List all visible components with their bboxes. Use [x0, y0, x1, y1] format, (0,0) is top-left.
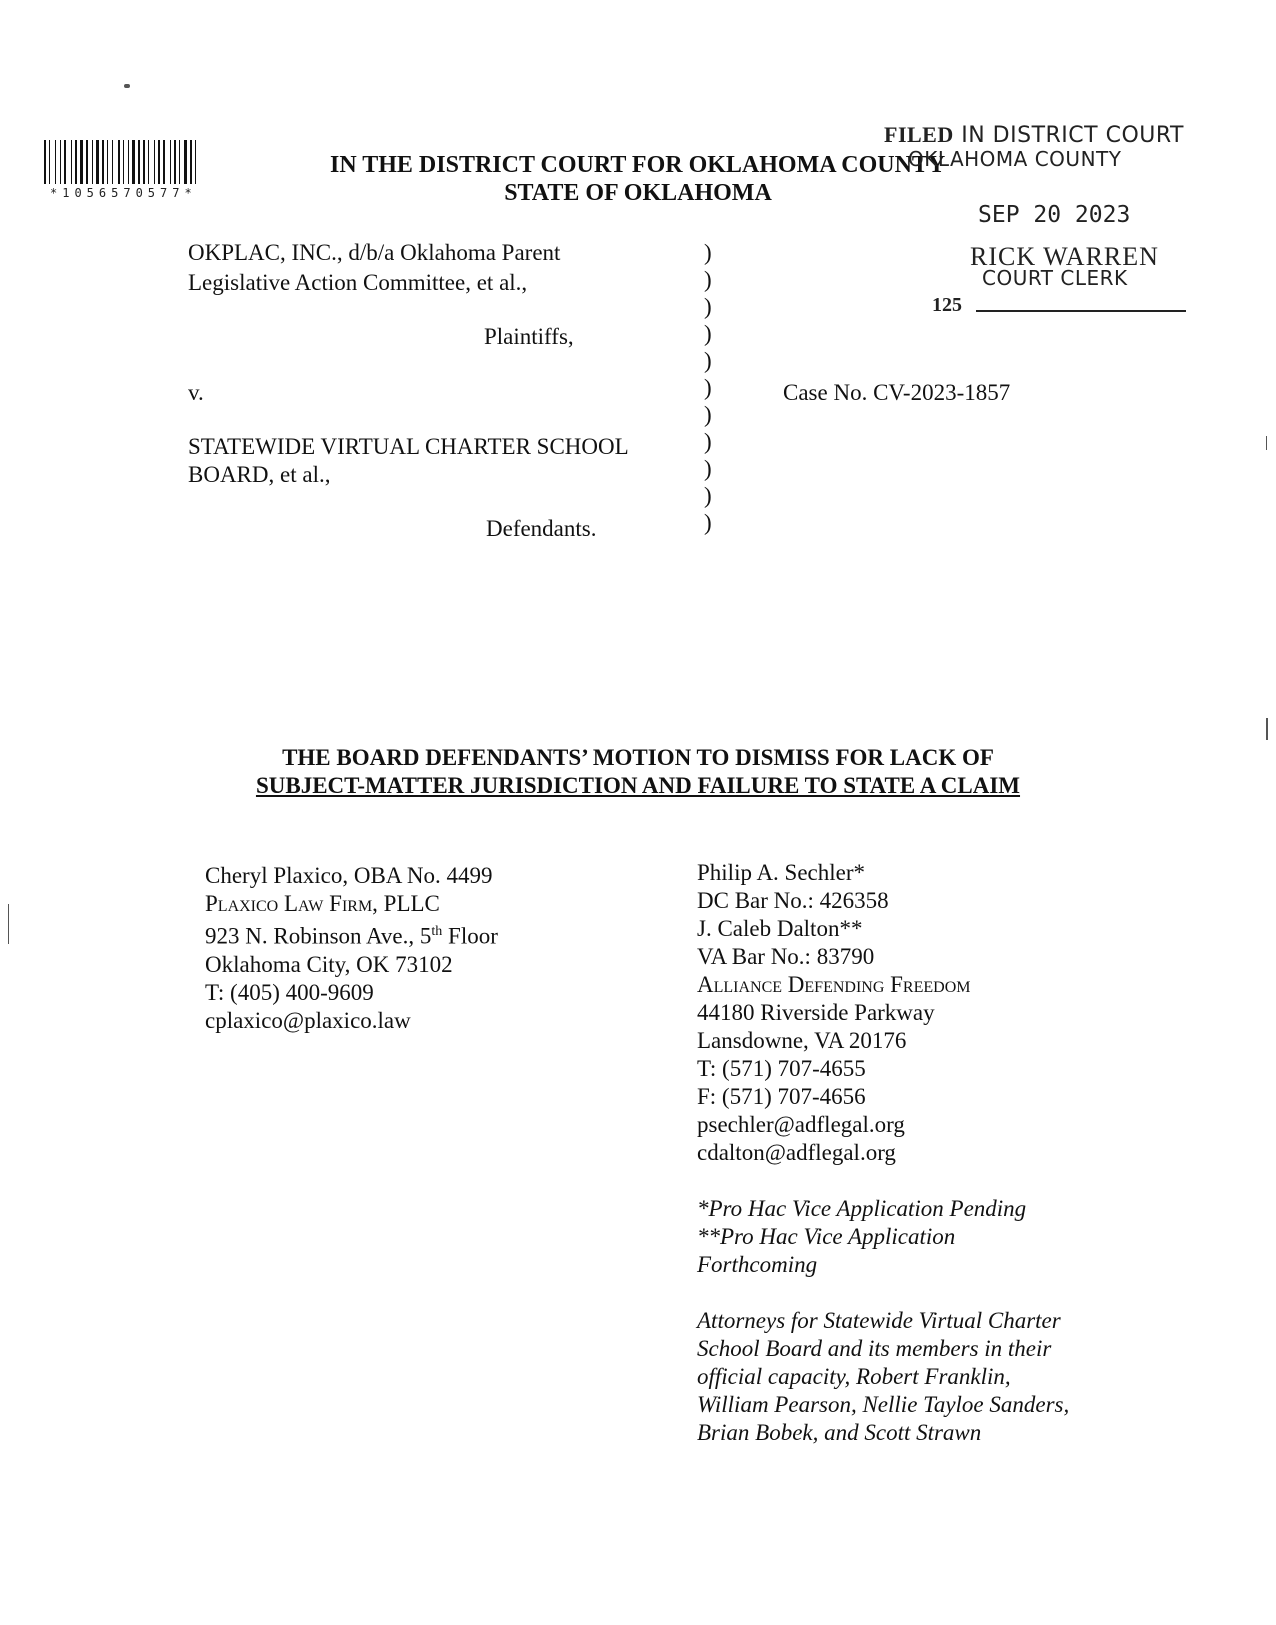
- counsel-left: [205, 862, 498, 1035]
- barcode-bar: [170, 140, 171, 184]
- barcode-bar: [96, 140, 99, 184]
- barcode-bar: [146, 140, 147, 184]
- attorneys-for-line5: Brian Bobek, and Scott Strawn: [697, 1420, 982, 1445]
- barcode-bar: [174, 140, 176, 184]
- caption-paren: ): [704, 456, 712, 481]
- counsel-right-bar2: VA Bar No.: 83790: [697, 944, 875, 969]
- barcode-number: *1056570577*: [50, 186, 197, 200]
- barcode-bar: [47, 140, 48, 184]
- counsel-right-email1: psechler@adflegal.org: [697, 1112, 905, 1137]
- barcode-bar: [132, 140, 135, 184]
- barcode-bar: [193, 140, 194, 184]
- counsel-left-name: Cheryl Plaxico, OBA No. 4499: [205, 863, 493, 888]
- caption-paren: ): [704, 321, 712, 346]
- barcode: [44, 140, 266, 184]
- barcode-bar: [112, 140, 113, 184]
- counsel-left-firm: Plaxico Law Firm, PLLC: [205, 891, 440, 916]
- barcode-bar: [141, 140, 142, 184]
- barcode-bar: [51, 140, 54, 184]
- barcode-bar: [136, 140, 137, 184]
- barcode-bar: [161, 140, 162, 184]
- counsel-right-email2: cdalton@adflegal.org: [697, 1140, 896, 1165]
- scan-speck: [124, 84, 130, 88]
- caption-paren: ): [704, 294, 712, 319]
- barcode-bar: [44, 140, 46, 184]
- barcode-bar: [114, 140, 117, 184]
- barcode-bar: [148, 140, 149, 184]
- caption-paren: ): [704, 483, 712, 508]
- counsel-right-bar1: DC Bar No.: 426358: [697, 888, 889, 913]
- scan-edge-mark: [1266, 718, 1268, 740]
- caption-paren: ): [704, 375, 712, 400]
- caption-paren: ): [704, 429, 712, 454]
- barcode-bar: [71, 140, 72, 184]
- barcode-bar: [158, 140, 160, 184]
- barcode-bar: [188, 140, 189, 184]
- counsel-right-fax: F: (571) 707-4656: [697, 1084, 866, 1109]
- barcode-bar: [102, 140, 104, 184]
- barcode-bar: [49, 140, 50, 184]
- defendants-label: Defendants.: [486, 516, 597, 541]
- barcode-bar: [190, 140, 192, 184]
- stamp-county: OKLAHOMA COUNTY: [908, 147, 1122, 171]
- counsel-right: [697, 859, 1069, 1447]
- barcode-bar: [184, 140, 187, 184]
- barcode-bar: [125, 140, 127, 184]
- barcode-bar: [109, 140, 111, 184]
- barcode-bar: [100, 140, 101, 184]
- barcode-bar: [181, 140, 183, 184]
- motion-title-line2: SUBJECT-MATTER JURISDICTION AND FAILURE TO STATE A CLAIM: [255, 773, 1021, 798]
- barcode-bar: [163, 140, 165, 184]
- caption-paren: ): [704, 267, 712, 292]
- counsel-right-address2: Lansdowne, VA 20176: [697, 1028, 907, 1053]
- barcode-bar: [84, 140, 85, 184]
- filed-stamp: [884, 122, 1184, 148]
- court-title: IN THE DISTRICT COURT FOR OKLAHOMA COUNTY: [330, 152, 946, 178]
- stamp-number: 125: [932, 294, 962, 316]
- counsel-left-address2: Oklahoma City, OK 73102: [205, 951, 453, 977]
- stamp-date: SEP 20 2023: [978, 202, 1131, 228]
- barcode-bar: [197, 140, 199, 184]
- barcode-bar: [179, 140, 180, 184]
- barcode-bar: [154, 140, 155, 184]
- caption-paren: ): [704, 510, 712, 535]
- plaintiff-name-line2: Legislative Action Committee, et al.,: [188, 270, 528, 295]
- filed-stamp-bold: FILED: [884, 122, 954, 147]
- address1-post: Floor: [442, 923, 498, 949]
- counsel-left-phone: T: (405) 400-9609: [205, 979, 374, 1005]
- barcode-bar: [130, 140, 131, 184]
- barcode-bar: [177, 140, 178, 184]
- attorneys-for-line4: William Pearson, Nellie Tayloe Sanders,: [697, 1392, 1070, 1417]
- caption-paren: ): [704, 240, 712, 265]
- barcode-bar: [121, 140, 122, 184]
- barcode-bar: [128, 140, 129, 184]
- barcode-bar: [143, 140, 145, 184]
- versus: v.: [188, 380, 204, 405]
- counsel-left-email: cplaxico@plaxico.law: [205, 1007, 411, 1033]
- defendant-name-line1: STATEWIDE VIRTUAL CHARTER SCHOOL: [188, 434, 629, 459]
- attorneys-for-line3: official capacity, Robert Franklin,: [697, 1364, 1011, 1389]
- counsel-right-name2: J. Caleb Dalton**: [697, 916, 863, 941]
- counsel-right-name1: Philip A. Sechler*: [697, 860, 866, 885]
- barcode-bar: [80, 140, 83, 184]
- state-title: STATE OF OKLAHOMA: [504, 180, 772, 206]
- address1-pre: 923 N. Robinson Ave., 5: [205, 923, 432, 949]
- case-number: Case No. CV-2023-1857: [783, 380, 1011, 405]
- barcode-bar: [195, 140, 196, 184]
- barcode-bar: [57, 140, 59, 184]
- attorneys-for-line2: School Board and its members in their: [697, 1336, 1052, 1361]
- barcode-bar: [156, 140, 157, 184]
- barcode-bar: [86, 140, 88, 184]
- scan-edge-mark: [1266, 436, 1267, 450]
- barcode-bar: [89, 140, 91, 184]
- pro-hac-note1: *Pro Hac Vice Application Pending: [697, 1196, 1027, 1221]
- attorneys-for-line1: Attorneys for Statewide Virtual Charter: [697, 1308, 1061, 1333]
- barcode-bar: [150, 140, 153, 184]
- defendant-name-line2: BOARD, et al.,: [188, 462, 331, 487]
- barcode-bar: [92, 140, 93, 184]
- barcode-bar: [123, 140, 124, 184]
- barcode-bar: [138, 140, 140, 184]
- scan-edge-mark: [8, 904, 9, 944]
- barcode-bar: [118, 140, 120, 184]
- counsel-right-phone: T: (571) 707-4655: [697, 1056, 866, 1081]
- barcode-bar: [94, 140, 95, 184]
- barcode-bar: [166, 140, 169, 184]
- barcode-bar: [73, 140, 74, 184]
- barcode-bar: [78, 140, 79, 184]
- address1-sup: th: [431, 924, 443, 939]
- barcode-bar: [60, 140, 61, 184]
- counsel-right-address1: 44180 Riverside Parkway: [697, 1000, 935, 1025]
- barcode-bar: [64, 140, 66, 184]
- barcode-bar: [67, 140, 70, 184]
- counsel-right-org: Alliance Defending Freedom: [697, 972, 971, 997]
- pro-hac-note2a: **Pro Hac Vice Application: [697, 1224, 956, 1249]
- motion-title: [0, 744, 1276, 800]
- stamp-signature-line: [976, 310, 1186, 312]
- stamp-clerk-title: COURT CLERK: [982, 266, 1128, 290]
- barcode-bar: [62, 140, 63, 184]
- counsel-left-address1: [205, 918, 498, 951]
- caption-paren: ): [704, 402, 712, 427]
- barcode-bar: [107, 140, 108, 184]
- plaintiffs-label: Plaintiffs,: [484, 324, 574, 349]
- barcode-bar: [172, 140, 173, 184]
- plaintiff-name-line1: OKPLAC, INC., d/b/a Oklahoma Parent: [188, 240, 561, 265]
- stamp-clerk-name: RICK WARREN: [970, 242, 1159, 271]
- barcode-bar: [105, 140, 106, 184]
- motion-title-line1: THE BOARD DEFENDANTS’ MOTION TO DISMISS FOR LACK OF: [282, 745, 994, 770]
- barcode-bar: [55, 140, 56, 184]
- caption-paren: ): [704, 348, 712, 373]
- filed-stamp-rest: IN DISTRICT COURT: [953, 123, 1184, 148]
- barcode-bar: [75, 140, 77, 184]
- pro-hac-note2b: Forthcoming: [697, 1252, 818, 1277]
